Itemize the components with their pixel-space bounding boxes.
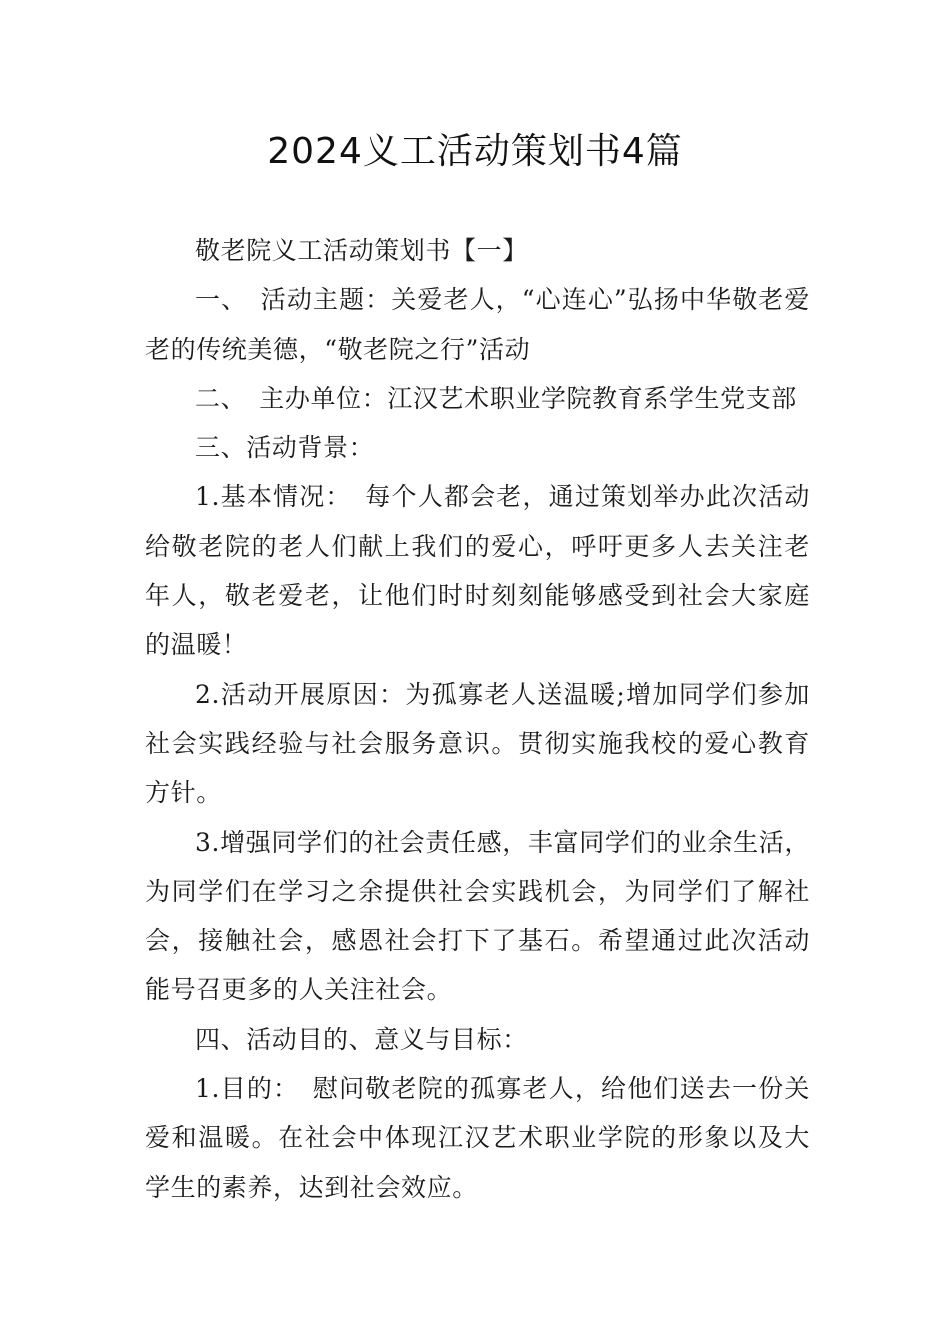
document-title: 2024义工活动策划书4篇 bbox=[267, 131, 683, 172]
section-heading: 敬老院义工活动策划书【一】 bbox=[195, 236, 528, 265]
paragraph-responsibility: 3.增强同学们的社会责任感，丰富同学们的业余生活，为同学们在学习之余提供社会实践机会，为同学们了解社会，接触社会，感恩社会打下了基石。希望通过此次活动能号召更多的人关注社会。 bbox=[145, 827, 810, 1005]
paragraph-theme: 一、 活动主题：关爱老人，“心连心”弘扬中华敬老爱老的传统美德，“敬老院之行”活动 bbox=[145, 285, 810, 364]
document-body bbox=[145, 226, 810, 1212]
paragraph-background-heading: 三、活动背景： bbox=[195, 433, 375, 463]
paragraph-basic-situation: 1.基本情况： 每个人都会老，通过策划举办此次活动给敬老院的老人们献上我们的爱心，呼吁更多人去关注老年人，敬老爱老，让他们时时刻刻能够感受到社会大家庭的温暖！ bbox=[145, 482, 810, 660]
paragraph-purpose: 1.目的： 慰问敬老院的孤寡老人，给他们送去一份关爱和温暖。在社会中体现江汉艺术职业学院的形象以及大学生的素养，达到社会效应。 bbox=[145, 1074, 810, 1202]
paragraph-organizer: 二、 主办单位：江汉艺术职业学院教育系学生党支部 bbox=[195, 383, 797, 413]
paragraph-purpose-heading: 四、活动目的、意义与目标： bbox=[195, 1024, 528, 1054]
paragraph-reason: 2.活动开展原因：为孤寡老人送温暖;增加同学们参加社会实践经验与社会服务意识。贯彻实施我校的爱心教育方针。 bbox=[145, 679, 810, 808]
